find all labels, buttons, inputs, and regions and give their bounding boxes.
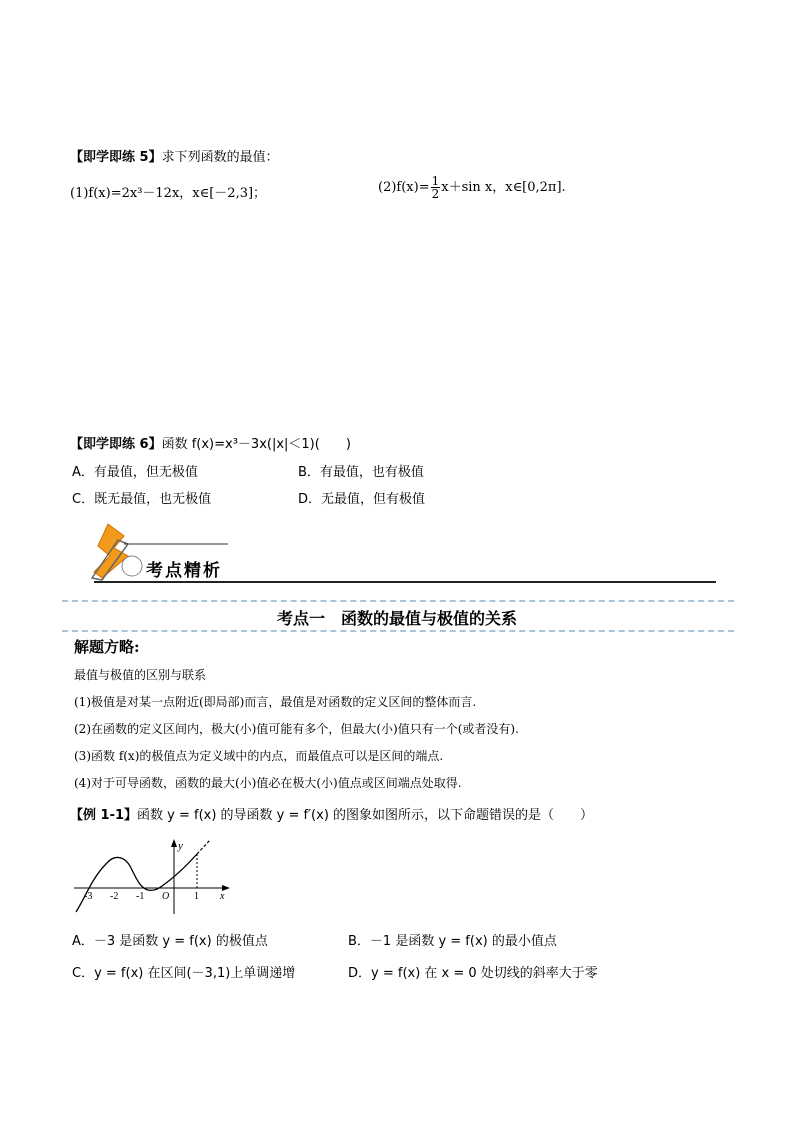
banner-underline — [94, 581, 716, 583]
example-prompt: 函数 y = f(x) 的导函数 y = f′(x) 的图象如图所示，以下命题错误的是（ ） — [137, 808, 594, 823]
divider-top — [62, 600, 734, 602]
origin-label: O — [162, 891, 170, 902]
exercise-6-prompt: 函数 f(x)=x³－3x(|x|＜1)( ) — [161, 437, 351, 452]
exercise-6-header — [70, 433, 351, 452]
exercise-6-option-d: D．无最值，但有极值 — [298, 492, 426, 507]
section-heading: 考点一 函数的最值与极值的关系 — [276, 609, 517, 628]
exercise-5-header — [70, 146, 279, 165]
exercise-6-option-b: B．有最值，也有极值 — [298, 465, 424, 480]
exercise-5-label: 【即学即练 5】 — [70, 150, 162, 165]
exercise-5-part-1: (1)f(x)=2x³－12x，x∈[－2,3]； — [70, 186, 267, 201]
x-axis-label: x — [220, 891, 225, 902]
method-item-1: (1)极值是对某一点附近(即局部)而言，最值是对函数的定义区间的整体而言. — [74, 695, 477, 709]
example-option-c: C．y = f(x) 在区间(－3,1)上单调递增 — [72, 966, 296, 981]
exercise-6-option-c: C．既无最值，也无极值 — [72, 492, 212, 507]
exercise-5-part-2-prefix: (2)f(x)= — [378, 180, 430, 195]
tick-label-neg1: -1 — [136, 891, 145, 902]
exercise-5-part-2-suffix: x＋sin x，x∈[0,2π]. — [441, 180, 566, 195]
fraction-one-half — [431, 175, 441, 200]
example-option-b: B．－1 是函数 y = f(x) 的最小值点 — [348, 934, 557, 949]
exercise-5-prompt: 求下列函数的最值： — [161, 150, 279, 165]
fraction-numerator: 1 — [431, 174, 440, 188]
fraction-denominator: 2 — [431, 187, 440, 201]
tick-label-1: 1 — [194, 891, 199, 902]
method-heading: 解题方略: — [74, 638, 140, 656]
derivative-graph — [70, 836, 234, 918]
tick-label-neg2: -2 — [110, 891, 119, 902]
example-1-1-header — [70, 804, 593, 823]
exercise-6-label: 【即学即练 6】 — [70, 437, 162, 452]
method-item-2: (2)在函数的定义区间内，极大(小)值可能有多个，但最大(小)值只有一个(或者没有). — [74, 722, 519, 736]
example-label: 【例 1-1】 — [70, 808, 138, 823]
method-item-4: (4)对于可导函数，函数的最大(小)值必在极大(小)值点或区间端点处取得. — [74, 776, 462, 790]
derivative-curve — [76, 854, 197, 912]
y-axis-label: y — [178, 840, 183, 852]
method-subtitle: 最值与极值的区别与联系 — [74, 668, 207, 682]
divider-bottom — [62, 630, 734, 632]
example-option-d: D．y = f(x) 在 x = 0 处切线的斜率大于零 — [348, 966, 598, 981]
banner-title: 考点精析 — [146, 561, 222, 581]
example-option-a: A．－3 是函数 y = f(x) 的极值点 — [72, 934, 268, 949]
method-item-3: (3)函数 f(x)的极值点为定义域中的内点，而最值点可以是区间的端点. — [74, 749, 444, 763]
tick-label-neg3: -3 — [84, 891, 93, 902]
derivative-curve-extension — [197, 840, 210, 854]
exercise-6-option-a: A．有最值，但无极值 — [72, 465, 198, 480]
y-axis-arrow-icon — [171, 839, 177, 847]
exercise-5-part-2 — [378, 175, 566, 200]
